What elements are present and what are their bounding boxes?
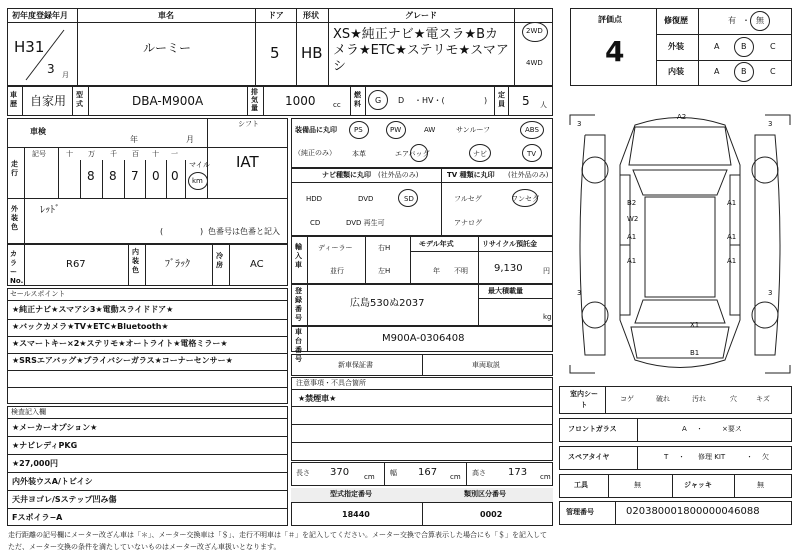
unit-0: 十	[66, 150, 73, 158]
length-label: 長さ	[296, 469, 310, 477]
fuel-label: 燃料	[354, 91, 361, 108]
mileage-digit-0: 8	[87, 169, 95, 183]
diagram-mark-3-bl: 3	[577, 289, 582, 297]
load-label: 最大積載量	[488, 287, 523, 295]
exterior-label: 外装	[668, 42, 684, 51]
windshield-x: ×要ス	[722, 425, 742, 433]
notes-label: 注意事項・不具合箇所	[296, 379, 366, 387]
color-paren-right: )	[200, 227, 204, 236]
diagram-mark-b1: B1	[690, 349, 700, 357]
color-value: ﾚｯﾄﾞ	[40, 205, 60, 216]
interior-color-label: 内装色	[132, 248, 139, 274]
diagram-mark-a1-r3: A1	[727, 257, 737, 265]
shift-value: IAT	[236, 153, 259, 171]
recycle-label: リサイクル預託金	[482, 240, 538, 248]
seat-dirt: 汚れ	[692, 395, 706, 403]
diagram-mark-b2: B2	[627, 199, 637, 207]
repair-label: 修復歴	[664, 16, 688, 25]
length-value: 370	[330, 467, 350, 478]
inspection-month: 月	[186, 135, 194, 144]
spare-t: T	[664, 453, 669, 461]
equip-ps: PS	[354, 126, 363, 134]
car-name-label: 車名	[158, 11, 174, 20]
inspection-block	[7, 118, 288, 244]
tv-fullseg: フルセグ	[454, 195, 482, 203]
navi-cd: CD	[310, 219, 321, 227]
model-value: DBA-M900A	[132, 94, 204, 108]
exterior-c: C	[770, 42, 776, 51]
equip-airbag: エアバッグ	[395, 150, 430, 158]
width-value: 167	[418, 467, 438, 478]
colorno-value: R67	[66, 259, 86, 270]
equip-abs: ABS	[525, 126, 539, 134]
diagram-mark-3-tl: 3	[577, 120, 582, 128]
model-year-value: 不明	[454, 267, 468, 275]
spare-none: 欠	[762, 453, 769, 461]
unit-5: 一	[171, 150, 178, 158]
import-label: 輸入車	[295, 243, 302, 269]
equip-pw: PW	[390, 126, 402, 134]
unit-1: 万	[88, 150, 95, 158]
registration-label: 登録番号	[295, 287, 302, 322]
diagram-mark-x1: X1	[690, 321, 700, 329]
inspector-line-1: ★メーカーオプション★	[12, 423, 98, 432]
windshield-a: A	[682, 425, 687, 433]
sales-line-1: ★純正ナビ★スマアシ3★電動スライドドア★	[12, 305, 174, 314]
diagram-mark-a1-r1: A1	[727, 199, 737, 207]
diagram-mark-w2: W2	[627, 215, 639, 223]
unit-4: 十	[152, 150, 159, 158]
unit-2: 千	[110, 150, 117, 158]
first-reg-month: 3	[47, 62, 55, 76]
mileage-digit-4: 0	[171, 169, 179, 183]
import-parallel: 並行	[330, 267, 344, 275]
inspector-line-2: ★ナビレディPKG	[12, 441, 78, 450]
mile-label: マイル	[189, 161, 210, 169]
diagram-mark-3-tr: 3	[768, 120, 773, 128]
capacity-label: 定員	[498, 91, 505, 108]
chassis-label: 車台番号	[295, 328, 302, 363]
manual: 車両取説	[472, 361, 500, 369]
door-count: 5	[270, 44, 280, 62]
diagram-mark-a1-l2: A1	[627, 257, 637, 265]
drive-4wd: 4WD	[526, 59, 543, 67]
import-right: 右H	[378, 244, 391, 252]
model-year-label: モデル年式	[419, 240, 454, 248]
color-paren-left: (	[160, 227, 164, 236]
capacity-value: 5	[522, 94, 530, 108]
month-unit: 月	[62, 71, 69, 79]
equip-navi: ナビ	[473, 150, 487, 158]
mileage-digit-1: 8	[109, 169, 117, 183]
shape-label: 形状	[303, 11, 319, 20]
windshield-dot: ・	[696, 425, 703, 433]
footer-line-2: ただ、メーター交換の条件を満たしていないものはメーター改ざん車扱いとなります。	[8, 543, 281, 551]
mgmt-label: 管理番号	[566, 508, 594, 516]
inspection-year: 年	[130, 135, 138, 144]
seat-scratch: キズ	[756, 395, 770, 403]
repair-no: 無	[756, 16, 764, 25]
chassis-value: M900A-0306408	[382, 333, 465, 344]
first-reg-label: 初年度登録年月	[12, 11, 68, 20]
seat-burn: コゲ	[620, 395, 634, 403]
equip-sunroof: サンルーフ	[456, 126, 491, 134]
equip-tv: TV	[527, 150, 537, 158]
class-value: 0002	[480, 510, 503, 519]
mileage-digit-3: 0	[152, 169, 160, 183]
fuel-g: G	[375, 96, 382, 105]
repair-yes: 有	[728, 16, 736, 25]
color-label: 外装色	[11, 205, 18, 231]
inspector-line-5: 天井ヨゴレ/Sステップ凹み傷	[12, 495, 117, 504]
type-value: 18440	[342, 510, 370, 519]
tools-value: 無	[634, 481, 641, 489]
sales-label: セールスポイント	[10, 290, 66, 298]
model-label: 型式	[76, 91, 83, 108]
import-dealer: ディーラー	[318, 244, 353, 252]
jack-value: 無	[757, 481, 764, 489]
record-label: 記号	[32, 150, 46, 158]
tv-label: TV 種類に丸印	[447, 171, 495, 179]
color-note: 色番号は色番と記入	[208, 227, 280, 236]
interior-label: 内装	[668, 67, 684, 76]
model-year-year: 年	[433, 267, 440, 275]
interior-b: B	[741, 67, 747, 76]
navi-sd: SD	[404, 195, 414, 203]
spare-kit: 修理 KIT	[698, 453, 726, 461]
door-label: ドア	[268, 11, 284, 20]
equipment-label: 装備品に丸印	[295, 126, 337, 134]
capacity-unit: 人	[540, 101, 547, 109]
car-damage-diagram	[565, 105, 795, 380]
inspector-line-3: ★27,000円	[12, 459, 59, 468]
diagram-mark-a1-r2: A1	[727, 233, 737, 241]
inspector-line-4: 内外装ウスA/トビイシ	[12, 477, 93, 486]
navi-hdd: HDD	[306, 195, 323, 203]
diagram-mark-a2: A2	[677, 113, 687, 121]
mileage-label: 走行	[11, 160, 18, 177]
tv-sub: (社外品のみ)	[508, 171, 549, 179]
seat-tear: 破れ	[656, 395, 670, 403]
load-unit: kg	[543, 313, 552, 321]
warranty: 新車保証書	[338, 361, 373, 369]
displacement-value: 1000	[285, 94, 316, 108]
sales-line-3: ★スマートキー×2★ステリモ★オートライト★電格ミラー★	[12, 339, 228, 348]
body-shape: HB	[301, 44, 323, 62]
recycle-value: 9,130	[494, 263, 523, 274]
inspector-line-6: Fスポイラ−A	[12, 513, 63, 522]
equip-aw: AW	[424, 126, 436, 134]
exterior-b: B	[741, 42, 747, 51]
fuel-d: D	[398, 96, 405, 105]
tv-analog: アナログ	[454, 219, 482, 227]
mileage-digit-2: 7	[131, 169, 139, 183]
displacement-label: 排気量	[251, 88, 258, 112]
fuel-hv: ・HV・(	[414, 96, 445, 105]
diagram-mark-3-br: 3	[768, 289, 773, 297]
width-unit: cm	[450, 473, 461, 481]
shift-label: シフト	[238, 120, 259, 128]
score-label: 評価点	[598, 15, 622, 24]
jack-label: ジャッキ	[684, 481, 712, 489]
length-unit: cm	[364, 473, 375, 481]
colorno-row	[7, 244, 288, 286]
recycle-unit: 円	[543, 267, 550, 275]
navi-sub: (社外品のみ)	[378, 171, 419, 179]
tools-label: 工具	[574, 481, 588, 489]
sales-line-4: ★SRSエアバッグ★プライバシーガラス★コーナーセンサー★	[12, 356, 233, 365]
km-label: km	[192, 177, 203, 185]
spare-dot-2: ・	[746, 453, 753, 461]
interior-color-value: ﾌﾞﾗｯｸ	[165, 259, 190, 270]
fuel-close: )	[484, 96, 488, 105]
usage-value: 自家用	[30, 94, 67, 108]
navi-label: ナビ種類に丸印	[322, 171, 371, 179]
height-value: 173	[508, 467, 528, 478]
interior-seat-label: 室内シート	[570, 390, 598, 409]
spare-dot-1: ・	[678, 453, 685, 461]
ac-value: AC	[250, 259, 264, 270]
seat-hole: 穴	[730, 395, 737, 403]
inspector-label: 検査記入欄	[11, 408, 46, 416]
notes-line-1: ★禁煙車★	[298, 394, 337, 403]
usage-label: 車歴	[10, 91, 17, 108]
equip-leather: 本革	[352, 150, 366, 158]
grade-label: グレード	[405, 11, 437, 20]
diagram-mark-a1-l1: A1	[627, 233, 637, 241]
car-name: ルーミー	[143, 41, 192, 55]
sales-line-2: ★バックカメラ★TV★ETC★Bluetooth★	[12, 322, 169, 331]
height-label: 高さ	[472, 469, 486, 477]
windshield-label: フロントガラス	[568, 425, 617, 433]
tv-oneseg: ワンセグ	[511, 195, 539, 203]
equipment-label-2: （純正のみ）	[294, 149, 336, 157]
colorno-label: カラーNo.	[10, 250, 24, 285]
width-label: 幅	[390, 469, 397, 477]
score-value: 4	[605, 35, 625, 68]
inspection-label: 車検	[30, 127, 46, 136]
ac-label: 冷房	[216, 252, 223, 269]
grade-text: XS★純正ナビ★電スラ★Bカメラ★ETC★ステリモ★スマアシ	[333, 27, 509, 74]
navi-dvd-play: DVD 再生可	[346, 219, 385, 227]
exterior-a: A	[714, 42, 720, 51]
type-label: 型式指定番号	[330, 490, 372, 498]
interior-a: A	[714, 67, 720, 76]
footer-line-1: 走行距離の記号欄にメーター改ざん車は「＊」、メーター交換車は「＄」、走行不明車は「＃」を記入してください。メーター交換で合算表示した場合にも「＄」を記入して	[8, 531, 547, 539]
class-label: 類別区分番号	[464, 490, 506, 498]
first-reg-era: H31	[14, 38, 45, 56]
spare-label: スペアタイヤ	[568, 453, 610, 461]
interior-c: C	[770, 67, 776, 76]
drive-2wd: 2WD	[526, 27, 543, 35]
navi-dvd: DVD	[358, 195, 374, 203]
height-unit: cm	[540, 473, 551, 481]
mgmt-value: 020380001800000046088	[626, 506, 760, 517]
import-left: 左H	[378, 267, 391, 275]
registration-value: 広島530ぬ2037	[350, 298, 425, 309]
unit-3: 百	[132, 150, 139, 158]
cc-unit: cc	[333, 101, 341, 109]
